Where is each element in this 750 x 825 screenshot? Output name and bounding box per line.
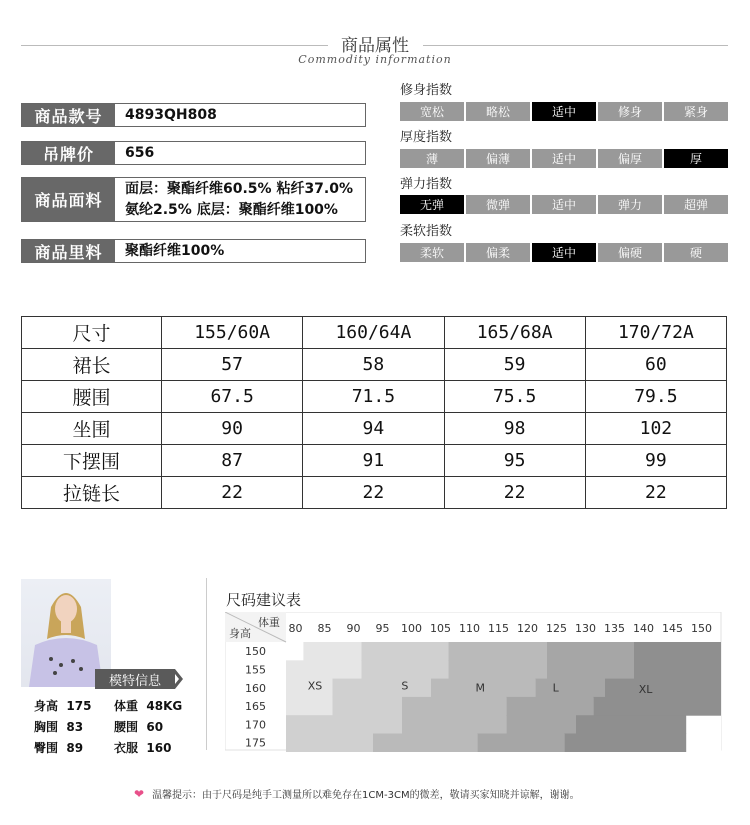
size-band-s [332,679,431,698]
table-cell: 58 [303,349,444,381]
table-cell: 91 [303,445,444,477]
scale-option: 偏柔 [466,243,530,262]
table-cell: 71.5 [303,381,444,413]
weight-tick: 125 [546,622,567,635]
size-recommendation-chart [225,612,725,752]
scale-softness [400,243,728,262]
table-cell: 79.5 [585,381,726,413]
model-waist: 腰围 60 [114,720,164,734]
size-band-l [506,715,576,734]
row-label: 裙长 [22,349,162,381]
table-cell: 94 [303,413,444,445]
weight-tick: 120 [517,622,538,635]
row-label: 下摆围 [22,445,162,477]
scale-option: 适中 [532,102,596,121]
heart-icon: ❤ [134,786,145,801]
footer-note [134,786,580,801]
model-bust: 胸围 83 [34,720,84,734]
section-title: 商品属性 [341,36,409,56]
weight-tick: 145 [662,622,683,635]
weight-tick: 110 [459,622,480,635]
attr-label: 商品面料 [22,178,115,221]
weight-tick: 105 [430,622,451,635]
weight-tick: 135 [604,622,625,635]
scale-thickness [400,149,728,168]
size-band-m [448,660,547,679]
scale-option: 硬 [664,243,728,262]
size-band-xs [286,660,361,679]
table-row [22,381,727,413]
size-band-l [506,697,593,716]
scale-elasticity [400,195,728,214]
row-label: 尺寸 [22,317,162,349]
table-cell: 87 [162,445,303,477]
table-cell: 59 [444,349,585,381]
weight-tick: 150 [691,622,712,635]
scale-option: 略松 [466,102,530,121]
table-cell: 75.5 [444,381,585,413]
scale-option: 偏硬 [598,243,662,262]
size-band-s [361,660,448,679]
row-label: 坐围 [22,413,162,445]
scale-title-elasticity: 弹力指数 [400,177,453,192]
height-tick: 160 [245,681,266,695]
model-clothes: 衣服 160 [114,741,172,755]
weight-tick: 85 [317,622,332,635]
section-divider [206,578,207,750]
table-cell: 95 [444,445,585,477]
table-cell: 22 [162,477,303,509]
corner-height-label: 身高 [229,627,251,640]
row-label: 拉链长 [22,477,162,509]
table-cell: 60 [585,349,726,381]
scale-option: 适中 [532,243,596,262]
tag-arrow-icon [171,669,183,689]
height-tick: 155 [245,663,266,677]
attr-value [115,178,353,221]
weight-tick: 95 [375,622,390,635]
size-table [21,316,727,509]
attr-label: 吊牌价 [22,142,115,164]
table-cell: 98 [444,413,585,445]
size-label: M [475,681,486,695]
height-tick: 170 [245,718,266,732]
size-label: S [401,679,409,693]
scale-title-thickness: 厚度指数 [400,130,453,145]
table-row [22,317,727,349]
scale-option: 偏厚 [598,149,662,168]
model-hip: 臀围 89 [34,741,84,755]
height-tick: 175 [245,736,266,750]
table-cell: 90 [162,413,303,445]
table-row [22,445,727,477]
model-info-tag: 模特信息 [95,669,175,689]
size-band-xl [634,660,721,679]
fabric-line-1: 面层：聚酯纤维60.5% 粘纤37.0% [125,180,354,197]
scale-option: 紧身 [664,102,728,121]
size-band-xl [564,734,686,753]
scale-title-softness: 柔软指数 [400,224,453,239]
weight-tick: 80 [288,622,303,635]
size-band-s [286,734,373,753]
scale-option: 弹力 [598,195,662,214]
size-label: L [552,681,559,695]
size-band-xl [634,642,721,661]
corner-weight-label: 体重 [258,616,280,629]
scale-option: 适中 [532,149,596,168]
attr-value: 聚酯纤维100% [125,242,225,259]
scale-option: 微弹 [466,195,530,214]
attr-value: 656 [125,144,155,161]
scale-option: 柔软 [400,243,464,262]
size-band-s [286,715,402,734]
attr-label: 商品款号 [22,104,115,126]
weight-tick: 100 [401,622,422,635]
table-cell: 170/72A [585,317,726,349]
size-band-l [535,679,605,698]
attr-label: 商品里料 [22,240,115,262]
scale-option: 无弹 [400,195,464,214]
scale-option: 修身 [598,102,662,121]
size-band-m [402,715,506,734]
size-band-xs [303,642,361,661]
model-height: 身高 175 [34,699,92,713]
scale-option: 宽松 [400,102,464,121]
footer-text: 温馨提示：由于尺码是纯手工测量所以难免存在1CM-3CM的微差，敬请买家知晓并谅解，谢谢。 [152,790,580,801]
scale-option: 薄 [400,149,464,168]
attr-tag-price [21,141,366,165]
table-row [22,349,727,381]
size-label: XS [307,679,323,693]
size-band-s [361,642,448,661]
height-tick: 150 [245,645,266,659]
size-band-xs [286,697,332,716]
size-band-xl [593,697,721,716]
attr-value: 4893QH808 [125,106,217,123]
weight-tick: 130 [575,622,596,635]
weight-tick: 115 [488,622,509,635]
scale-option: 适中 [532,195,596,214]
fabric-line-2: 氨纶2.5% 底层：聚酯纤维100% [125,201,338,218]
table-row [22,413,727,445]
size-band-l [547,642,634,661]
weight-tick: 140 [633,622,654,635]
attr-style-no [21,103,366,127]
section-subtitle: Commodity information [298,53,452,66]
table-cell: 67.5 [162,381,303,413]
scale-title-fit: 修身指数 [400,83,453,98]
size-band-l [477,734,564,753]
table-cell: 22 [585,477,726,509]
table-cell: 22 [444,477,585,509]
table-row [22,477,727,509]
table-cell: 165/68A [444,317,585,349]
table-cell: 160/64A [303,317,444,349]
size-band-m [373,734,477,753]
size-label: XL [638,683,653,697]
row-label: 腰围 [22,381,162,413]
size-band-s [332,697,402,716]
scale-option: 超弹 [664,195,728,214]
table-cell: 22 [303,477,444,509]
recommendation-title: 尺码建议表 [226,591,302,609]
size-band-xl [576,715,686,734]
size-band-m [448,642,547,661]
table-cell: 155/60A [162,317,303,349]
size-band-m [402,697,506,716]
attr-fabric [21,177,366,222]
weight-tick: 90 [346,622,361,635]
size-band-xl [605,679,721,698]
scale-option: 偏薄 [466,149,530,168]
scale-fit [400,102,728,121]
attr-lining [21,239,366,263]
table-cell: 57 [162,349,303,381]
height-tick: 165 [245,700,266,714]
model-weight: 体重 48KG [114,699,183,713]
scale-option: 厚 [664,149,728,168]
size-band-l [547,660,634,679]
table-cell: 102 [585,413,726,445]
table-cell: 99 [585,445,726,477]
